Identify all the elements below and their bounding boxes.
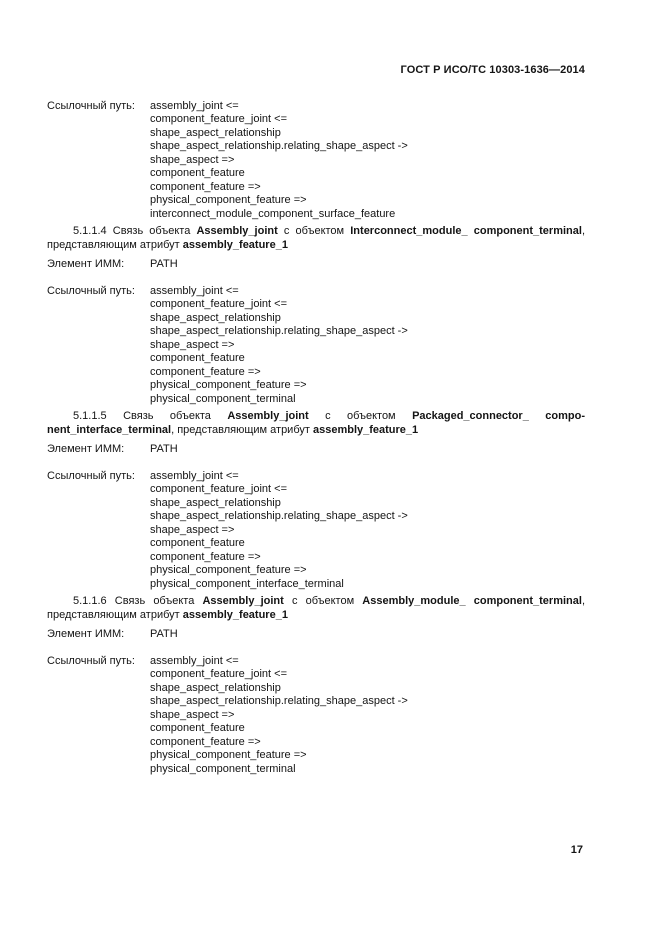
section-heading-line <box>47 410 585 424</box>
reference-path-label: Ссылочный путь: <box>47 469 135 482</box>
path-line: assembly_joint <= <box>150 654 239 667</box>
entity-name: Assembly_joint <box>196 225 278 237</box>
reference-path-label: Ссылочный путь: <box>47 654 135 667</box>
path-line: physical_component_interface_terminal <box>150 577 344 590</box>
path-line: physical_component_terminal <box>150 392 296 405</box>
section-heading-line <box>47 239 585 253</box>
path-line: component_feature_joint <= <box>150 298 287 310</box>
path-line: assembly_joint <= <box>150 284 239 297</box>
imm-element-label: Элемент ИММ: <box>47 258 125 270</box>
path-line: interconnect_module_component_surface_feature <box>150 207 396 220</box>
imm-element-value: PATH <box>150 443 178 455</box>
path-line: assembly_joint <= <box>150 99 239 112</box>
section-heading-line <box>47 225 585 239</box>
heading-text: представляющим атрибут <box>47 608 183 621</box>
path-line: physical_component_terminal <box>150 762 296 775</box>
path-line: component_feature <box>150 722 245 734</box>
entity-name: Interconnect_module_ component_terminal <box>350 225 582 237</box>
path-line: component_feature_joint <= <box>150 668 287 680</box>
path-line: shape_aspect_relationship <box>150 126 281 139</box>
heading-text: с объектом <box>277 225 351 237</box>
path-line: shape_aspect_relationship.relating_shape_aspect -> <box>150 695 408 707</box>
path-line: component_feature <box>150 537 245 549</box>
entity-name: nent_interface_terminal <box>47 423 172 436</box>
reference-path-lines <box>150 470 585 592</box>
path-line: component_feature => <box>150 365 261 378</box>
path-line: component_feature <box>150 167 245 179</box>
reference-path-lines <box>150 655 585 777</box>
section-heading-line <box>47 424 585 438</box>
path-line: shape_aspect => <box>150 708 235 721</box>
path-line: shape_aspect_relationship.relating_shape_aspect -> <box>150 325 408 337</box>
entity-name: Assembly_joint <box>202 595 284 607</box>
imm-element-row <box>47 443 585 457</box>
path-line: shape_aspect_relationship.relating_shape_aspect -> <box>150 140 408 152</box>
reference-path-lines <box>150 285 585 407</box>
reference-path-block <box>47 100 585 222</box>
heading-text: 5.1.1.4 Связь объекта <box>73 225 197 237</box>
section-heading-line <box>47 595 585 609</box>
imm-element-row <box>47 628 585 642</box>
imm-element-label: Элемент ИММ: <box>47 443 125 455</box>
path-line: component_feature <box>150 352 245 364</box>
path-line: shape_aspect => <box>150 523 235 536</box>
heading-text: 5.1.1.6 Связь объекта <box>73 595 203 607</box>
path-line: component_feature_joint <= <box>150 483 287 495</box>
imm-element-value: PATH <box>150 628 178 640</box>
path-line: component_feature => <box>150 550 261 563</box>
heading-text: с объектом <box>308 410 413 422</box>
path-line: physical_component_feature => <box>150 749 307 761</box>
path-line: physical_component_feature => <box>150 564 307 576</box>
path-line: shape_aspect => <box>150 153 235 166</box>
path-line: physical_component_feature => <box>150 194 307 206</box>
path-line: shape_aspect_relationship <box>150 496 281 509</box>
heading-text: с объектом <box>283 595 363 607</box>
path-line: shape_aspect_relationship <box>150 681 281 694</box>
section-heading-5115 <box>47 410 585 437</box>
entity-name: Assembly_joint <box>227 410 309 422</box>
path-line: assembly_joint <= <box>150 469 239 482</box>
reference-path-block <box>47 655 585 777</box>
document-header: ГОСТ Р ИСО/ТС 10303-1636—2014 <box>400 64 585 76</box>
heading-text: , <box>581 595 586 607</box>
heading-text: 5.1.1.5 Связь объекта <box>73 410 228 422</box>
path-line: component_feature_joint <= <box>150 113 287 125</box>
imm-element-value: PATH <box>150 258 178 270</box>
attribute-name: assembly_feature_1 <box>182 608 288 621</box>
imm-element-label: Элемент ИММ: <box>47 628 125 640</box>
entity-name: Assembly_module_ component_terminal <box>362 595 582 607</box>
reference-path-block <box>47 470 585 592</box>
entity-name: Packaged_connector_ compo- <box>412 410 585 422</box>
reference-path-label: Ссылочный путь: <box>47 284 135 297</box>
attribute-name: assembly_feature_1 <box>182 238 288 251</box>
reference-path-lines <box>150 100 585 222</box>
path-line: shape_aspect_relationship <box>150 311 281 324</box>
section-heading-5114 <box>47 225 585 252</box>
heading-text: , представляющим атрибут <box>171 423 313 436</box>
path-line: component_feature => <box>150 735 261 748</box>
imm-element-row <box>47 258 585 272</box>
heading-text: , <box>581 225 585 237</box>
path-line: shape_aspect_relationship.relating_shape_aspect -> <box>150 510 408 522</box>
reference-path-label: Ссылочный путь: <box>47 99 135 112</box>
reference-path-block <box>47 285 585 407</box>
attribute-name: assembly_feature_1 <box>312 423 419 436</box>
section-heading-line <box>47 609 585 623</box>
path-line: physical_component_feature => <box>150 379 307 391</box>
heading-text: представляющим атрибут <box>47 238 183 251</box>
path-line: shape_aspect => <box>150 338 235 351</box>
section-heading-5116 <box>47 595 585 622</box>
page-number: 17 <box>570 844 583 856</box>
path-line: component_feature => <box>150 180 261 193</box>
